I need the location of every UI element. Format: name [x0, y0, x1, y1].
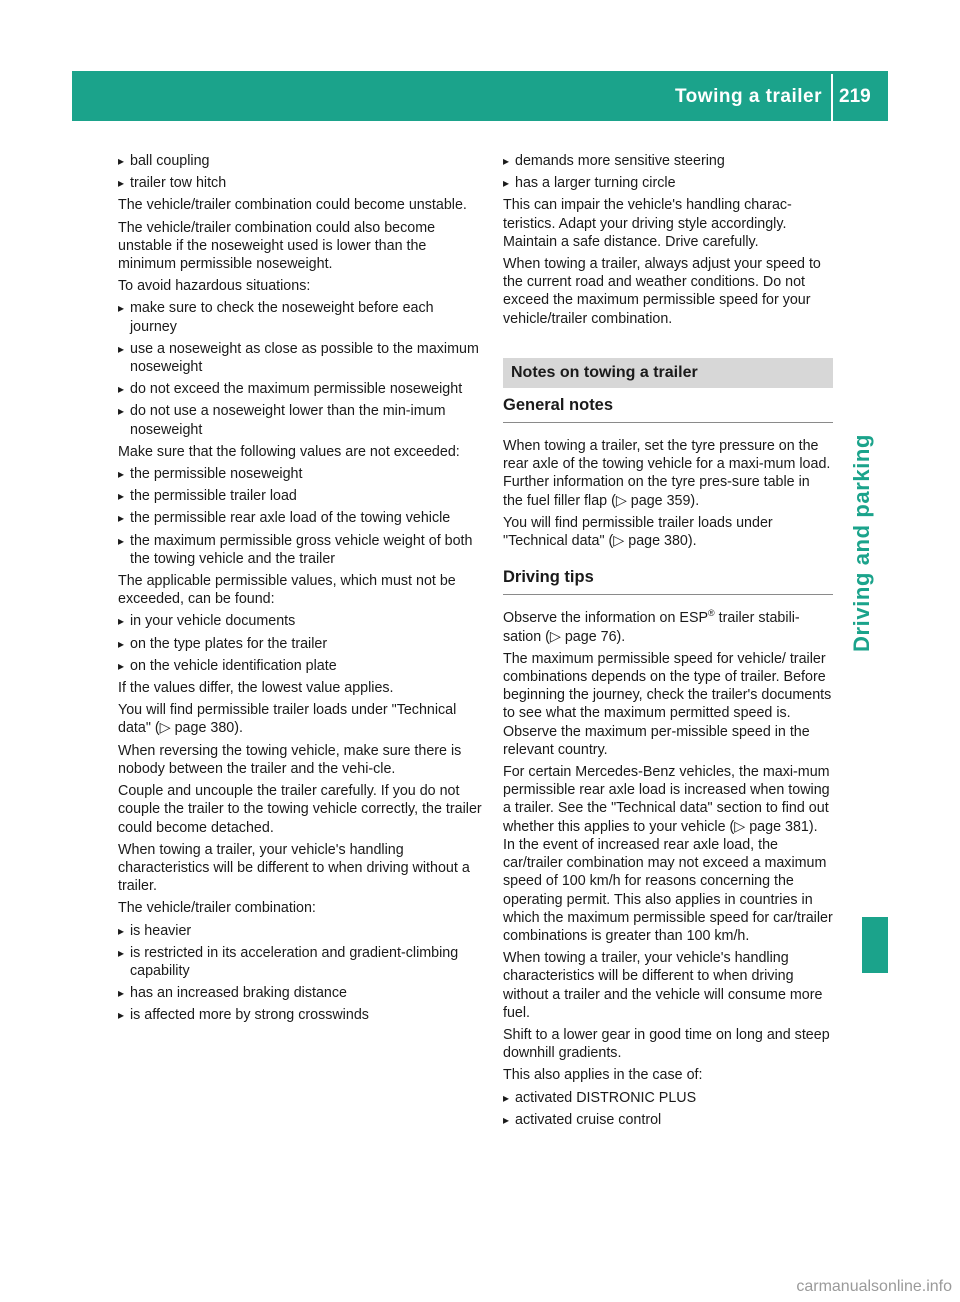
- registered-mark: ®: [708, 608, 715, 619]
- paragraph: Couple and uncouple the trailer carefully. If you do not couple the trailer to the towing vehicle correctly, the trailer could become detached.: [118, 783, 482, 836]
- list-item: ▸ in your vehicle documents: [118, 612, 482, 630]
- paragraph: You will find permissible trailer loads under "Technical data" (▷ page 380).: [503, 514, 773, 550]
- esp-text: Observe the information on ESP: [503, 610, 709, 627]
- list-item: ▸ the permissible rear axle load of the towing vehicle: [118, 509, 482, 527]
- right-column: [503, 152, 833, 1133]
- list-item: ▸ make sure to check the noseweight before each journey: [118, 299, 482, 335]
- paragraph: When towing a trailer, set the tyre pressure on the rear axle of the towing vehicle for a maxi-mum load. Further information on the tyre pres-sure table in the fuel filler flap (▷ page 359).: [503, 438, 831, 509]
- paragraph: You will find permissible trailer loads under "Technical data" (▷ page 380).: [118, 702, 457, 737]
- side-tab: [833, 190, 889, 830]
- page-title: Towing a trailer: [674, 86, 822, 107]
- list-item: ▸ has a larger turning circle: [503, 174, 833, 192]
- list-item: ▸ ball coupling: [118, 152, 482, 170]
- list-item: ▸ the permissible noseweight: [118, 465, 482, 483]
- driving-tips-heading: Driving tips: [503, 568, 833, 595]
- paragraph: The vehicle/trailer combination could also become unstable if the noseweight used is lower than the minimum permissible noseweight.: [118, 219, 436, 273]
- paragraph: This also applies in the case of:: [503, 1067, 703, 1084]
- list-item: ▸ activated DISTRONIC PLUS: [503, 1089, 833, 1107]
- paragraph: The maximum permissible speed for vehicle/ trailer combinations depends on the type of trailer. Before beginning the journey, check the trailer's documents to see what the maximum permitted speed is. Observe the maximum per-missible speed in the relevant country.: [503, 650, 832, 758]
- side-tab-marker: [862, 917, 888, 973]
- esp-text-cont: trailer stabili-sation (▷ page 76).: [503, 610, 800, 645]
- paragraph: Make sure that the following values are not exceeded:: [118, 443, 460, 460]
- list-item: ▸ is affected more by strong crosswinds: [118, 1006, 482, 1024]
- notes-heading: Notes on towing a trailer: [503, 358, 833, 388]
- paragraph: The vehicle/trailer combination could become unstable.: [118, 197, 467, 214]
- side-tab-label: Driving and parking: [849, 434, 874, 652]
- paragraph: The applicable permissible values, which must not be exceeded, can be found:: [118, 573, 456, 608]
- paragraph: The vehicle/trailer combination:: [118, 900, 316, 917]
- general-notes-body: [503, 437, 833, 550]
- paragraph: When towing a trailer, always adjust your speed to the current road and weather conditions. Do not exceed the maximum permissible speed for your vehicle/trailer combination.: [503, 256, 821, 327]
- list-item: ▸ do not use a noseweight lower than the min-imum noseweight: [118, 402, 482, 438]
- page-number: 219: [839, 86, 871, 107]
- paragraph: This can impair the vehicle's handling charac-teristics. Adapt your driving style accordingly. Maintain a safe distance. Drive carefully.: [503, 197, 792, 250]
- list-item: ▸ has an increased braking distance: [118, 984, 482, 1002]
- list-item: ▸ use a noseweight as close as possible to the maximum noseweight: [118, 340, 482, 376]
- list-item: ▸ do not exceed the maximum permissible noseweight: [118, 380, 482, 398]
- paragraph: When reversing the towing vehicle, make sure there is nobody between the trailer and the vehi-cle.: [118, 742, 462, 777]
- left-column: [118, 152, 482, 1029]
- paragraph: When towing a trailer, your vehicle's handling characteristics will be different to when driving without a trailer.: [118, 841, 470, 895]
- paragraph: To avoid hazardous situations:: [118, 278, 311, 295]
- list-item: ▸ demands more sensitive steering: [503, 152, 833, 170]
- paragraph: Shift to a lower gear in good time on long and steep downhill gradients.: [503, 1026, 830, 1062]
- list-item: ▸ on the type plates for the trailer: [118, 635, 482, 653]
- list-item: ▸ the maximum permissible gross vehicle weight of both the towing vehicle and the trailer: [118, 532, 482, 568]
- list-item: ▸ activated cruise control: [503, 1111, 833, 1129]
- watermark: carmanualsonline.info: [796, 1278, 952, 1295]
- driving-tips-body: [503, 650, 833, 1129]
- general-notes-heading: General notes: [503, 396, 833, 423]
- right-column-intro: [503, 152, 833, 328]
- paragraph: [503, 609, 833, 645]
- list-item: ▸ is restricted in its acceleration and gradient-climbing capability: [118, 944, 482, 980]
- paragraph: When towing a trailer, your vehicle's handling characteristics will be different to when driving without a trailer and the vehicle will consume more fuel.: [503, 950, 823, 1021]
- list-item: ▸ the permissible trailer load: [118, 487, 482, 505]
- list-item: ▸ is heavier: [118, 922, 482, 940]
- list-item: ▸ on the vehicle identification plate: [118, 657, 482, 675]
- list-item: ▸ trailer tow hitch: [118, 174, 482, 192]
- header-divider: [831, 74, 833, 121]
- paragraph: For certain Mercedes-Benz vehicles, the maxi-mum permissible rear axle load is increased when towing a trailer. See the "Technical data" section to find out whether this applies to your vehicle (▷ page 381). In the event of increased rear axle load, the car/trailer combination may not exceed a maximum speed of 100 km/h for reasons concerning the operating permit. This also applies in countries in which the maximum permissible speed for car/trailer combinations is greater than 100 km/h.: [503, 764, 833, 944]
- paragraph: If the values differ, the lowest value applies.: [118, 680, 394, 697]
